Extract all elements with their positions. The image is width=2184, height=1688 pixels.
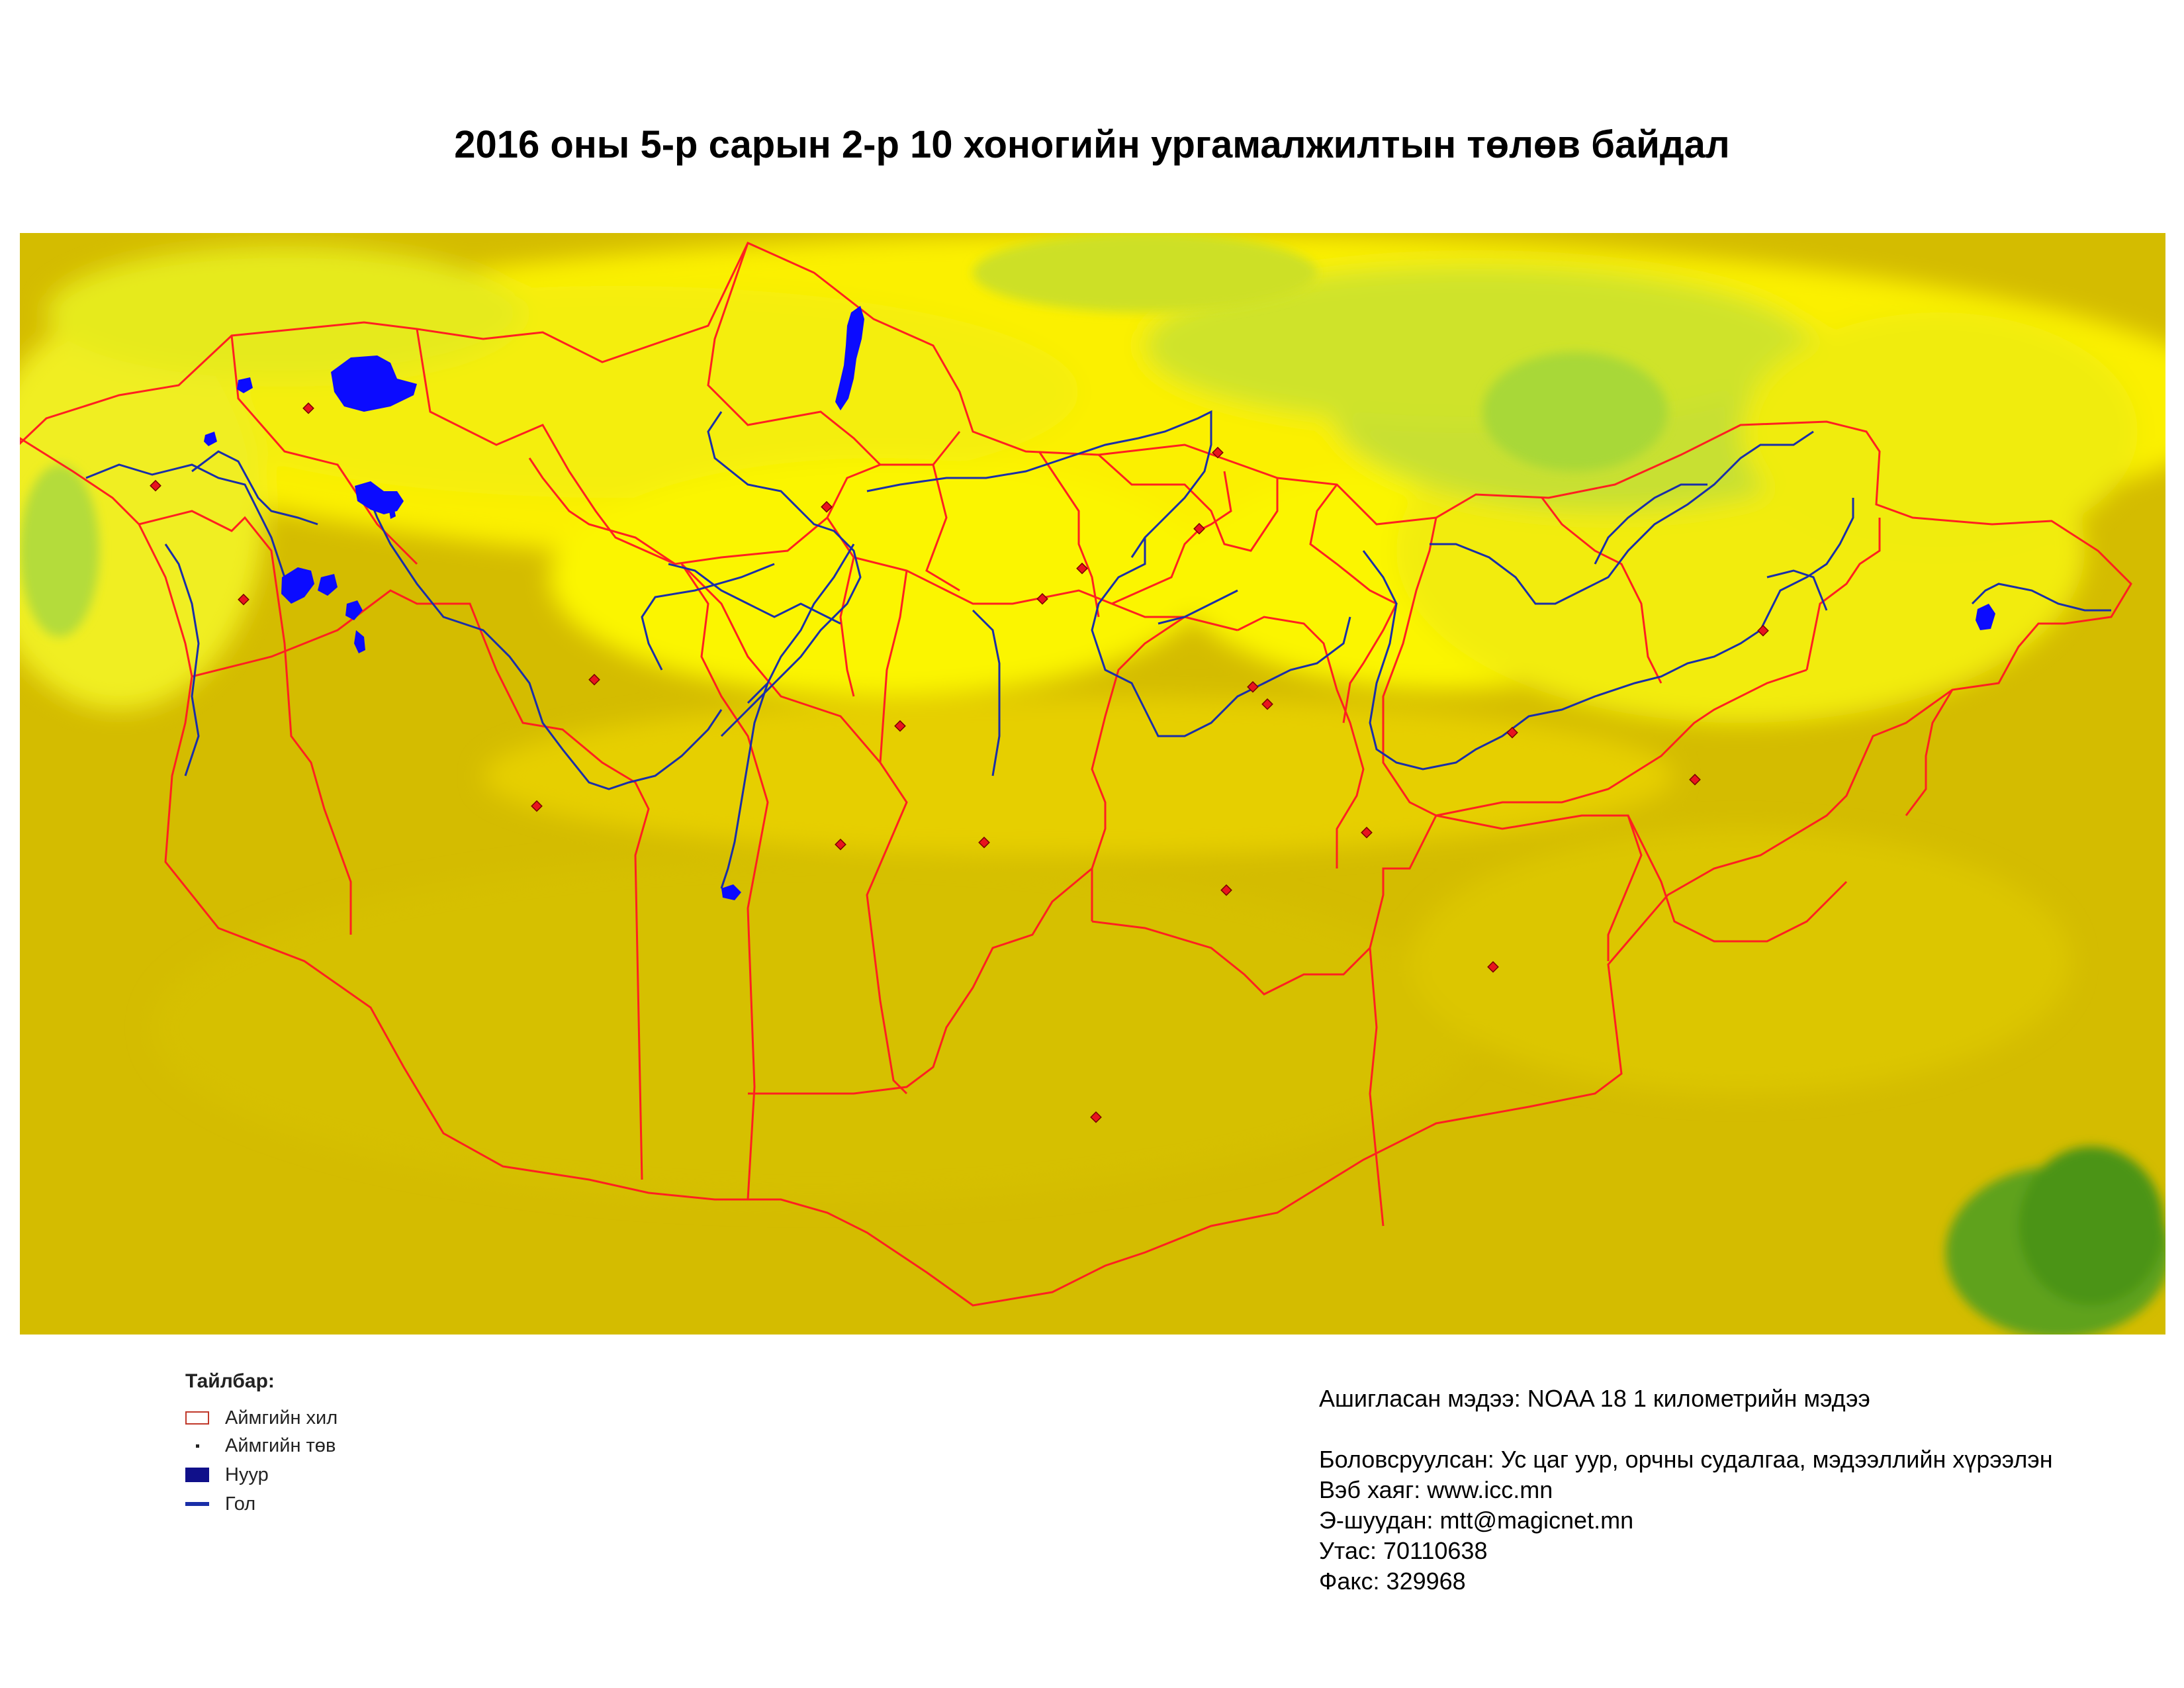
river-swatch — [185, 1502, 209, 1506]
website-text: Вэб хаяг: www.icc.mn — [1319, 1476, 1553, 1503]
vegetation-patch — [483, 696, 1674, 855]
data-source-text: Ашигласан мэдээ: NOAA 18 1 километрийн мэдээ — [1319, 1385, 1870, 1412]
map-title: 2016 оны 5-р сарын 2-р 10 хоногийн ургамалжилтын төлөв байдал — [454, 123, 1730, 166]
legend-title: Тайлбар: — [185, 1370, 275, 1392]
forest-patch — [1482, 352, 1668, 471]
forest-patch — [2019, 1147, 2164, 1305]
email-text: Э-шуудан: mtt@magicnet.mn — [1319, 1507, 1634, 1534]
legend-item-province-center — [185, 1432, 336, 1459]
province-center-swatch — [185, 1439, 209, 1452]
forest-patch — [20, 465, 99, 637]
forest-patch — [973, 233, 1317, 312]
producer-text: Боловсруулсан: Ус цаг уур, орчны судалгаа, мэдээллийн хүрээлэн — [1319, 1446, 2053, 1473]
legend-label: Аймгийн хил — [225, 1407, 338, 1429]
vegetation-patch — [46, 246, 523, 379]
legend-label: Аймгийн төв — [225, 1434, 336, 1456]
province-border-swatch — [185, 1411, 209, 1425]
lake-swatch — [185, 1468, 209, 1482]
vegetation-patch — [1410, 829, 2071, 1094]
legend-label: Гол — [225, 1493, 256, 1515]
vegetation-map[interactable] — [20, 233, 2165, 1335]
legend-item-lake — [185, 1462, 269, 1488]
legend-item-river — [185, 1491, 255, 1517]
fax-text: Факс: 329968 — [1319, 1568, 1466, 1595]
legend-label: Нуур — [225, 1464, 269, 1485]
legend-item-province-border — [185, 1405, 338, 1431]
vegetation-patch — [1741, 312, 2138, 551]
vegetation-patch — [549, 458, 1211, 696]
phone-text: Утас: 70110638 — [1319, 1537, 1488, 1564]
map-legend — [159, 1364, 503, 1562]
map-info — [1319, 1383, 2179, 1597]
